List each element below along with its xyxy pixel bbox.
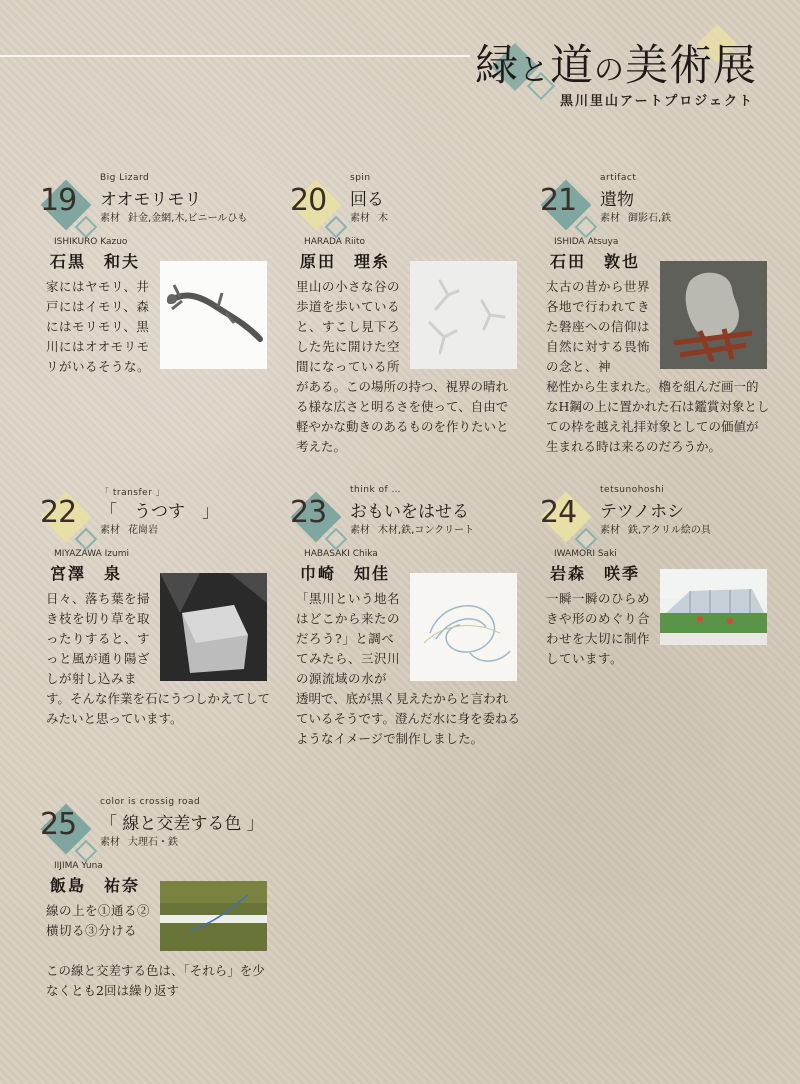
entry-materials: 素材 花崗岩 bbox=[100, 525, 158, 536]
entry-title: おもいをはせる bbox=[350, 502, 469, 522]
artist-name-en: HARADA Riito bbox=[304, 237, 366, 247]
entry-description-continued: 透明で、底が黒く見えたからと言われているそうです。澄んだ水に身を委ねるようなイメージで制作しました。 bbox=[296, 691, 521, 746]
artwork-entry-24 bbox=[540, 485, 770, 705]
artist-name: 宮澤 泉 bbox=[50, 564, 123, 583]
entry-title: 「 うつす 」 bbox=[100, 502, 219, 522]
artwork-entry-20 bbox=[290, 173, 520, 463]
entry-title-en: Big Lizard bbox=[100, 173, 150, 183]
entry-number: 23 bbox=[290, 495, 327, 530]
artist-name-en: HABASAKI Chika bbox=[304, 549, 378, 559]
number-badge bbox=[40, 183, 100, 231]
entry-description-continued: がある。この場所の持つ、視界の晴れる様な広さと明るさを使って、自由で軽やかな動きのあるものを作りたいと考えた。 bbox=[296, 379, 509, 454]
entry-description: 日々、落ち葉を掃き枝を切り草を取ったりすると、すっと風が通り陽ざしが射し込みま bbox=[46, 591, 151, 686]
entry-description-continued: この線と交差する色は、「それら」を少なくとも2回は繰り返す bbox=[46, 963, 265, 998]
entry-materials: 素材 木材,鉄,コンクリート bbox=[350, 525, 475, 536]
entry-materials: 素材 御影石,鉄 bbox=[600, 213, 672, 224]
entry-description: 「黒川という地名はどこから来たのだろう?」と調べてみたら、三沢川の源流域の水が bbox=[296, 591, 401, 686]
entry-title: 「 線と交差する色 」 bbox=[100, 814, 264, 834]
artist-name: 石田 敦也 bbox=[550, 252, 641, 271]
entry-materials: 素材 大理石・鉄 bbox=[100, 837, 178, 848]
artwork-entry-21 bbox=[540, 173, 770, 463]
artist-name: 巾崎 知佳 bbox=[300, 564, 391, 583]
number-badge bbox=[40, 807, 100, 855]
entry-number: 22 bbox=[40, 495, 77, 530]
grass-line-photo-image bbox=[160, 881, 267, 951]
entry-description: 一瞬一瞬のひらめきや形のめぐり合わせを大切に制作しています。 bbox=[546, 591, 651, 666]
diamond-outline-icon bbox=[325, 528, 348, 551]
entry-number: 19 bbox=[40, 183, 77, 218]
artwork-entry-22 bbox=[40, 485, 270, 735]
diamond-outline-icon bbox=[575, 216, 598, 239]
entry-description: 家にはヤモリ、井戸にはイモリ、森にはモリモリ、黒川にはオオモリモリがいるそうな。 bbox=[46, 279, 151, 374]
entry-materials: 素材 鉄,アクリル絵の具 bbox=[600, 525, 711, 536]
entry-title-en: spin bbox=[350, 173, 371, 183]
artist-name: 原田 理糸 bbox=[300, 252, 391, 271]
artist-name: 石黒 和夫 bbox=[50, 252, 141, 271]
diamond-outline-icon bbox=[75, 528, 98, 551]
number-badge bbox=[540, 183, 600, 231]
artist-name: 飯島 祐奈 bbox=[50, 876, 141, 895]
entry-materials: 素材 木 bbox=[350, 213, 388, 224]
entry-description: 里山の小さな谷の歩道を歩いていると、すこし見下ろした先に開けた空間になっている所 bbox=[296, 279, 401, 374]
entry-number: 20 bbox=[290, 183, 327, 218]
artwork-entry-23 bbox=[290, 485, 520, 755]
number-badge bbox=[290, 495, 350, 543]
stone-sculpture-image bbox=[660, 261, 767, 369]
wooden-sticks-image bbox=[410, 261, 517, 369]
artwork-entry-25 bbox=[40, 797, 270, 1027]
entry-description: 線の上を①通る②横切る③分ける bbox=[46, 903, 151, 938]
entry-materials: 素材 針金,金網,木,ビニールひも bbox=[100, 213, 248, 224]
entry-title-en: color is crossig road bbox=[100, 797, 201, 807]
entry-title-en: artifact bbox=[600, 173, 637, 183]
entry-description: 太古の昔から世界各地で行われてきた磐座への信仰は自然に対する畏怖の念と、神 bbox=[546, 279, 651, 374]
entry-title-en: think of … bbox=[350, 485, 402, 495]
number-badge bbox=[290, 183, 350, 231]
water-sketch-image bbox=[410, 573, 517, 681]
entry-number: 25 bbox=[40, 807, 77, 842]
number-badge bbox=[40, 495, 100, 543]
diamond-outline-icon bbox=[325, 216, 348, 239]
entry-title: オオモリモリ bbox=[100, 190, 202, 210]
entry-title: テツノホシ bbox=[600, 502, 685, 522]
entry-number: 24 bbox=[540, 495, 577, 530]
gecko-drawing-image bbox=[160, 261, 267, 369]
diamond-outline-icon bbox=[75, 840, 98, 863]
artwork-entry-19 bbox=[40, 173, 270, 413]
granite-block-image bbox=[160, 573, 267, 681]
entry-description-continued: 秘性から生まれた。櫓を組んだ画一的なH鋼の上に置かれた石は鑑賞対象としての枠を越え礼拝対象としての価値が生まれる時は来るのだろうか。 bbox=[546, 379, 770, 454]
page-subtitle: 黒川里山アートプロジェクト bbox=[560, 94, 754, 109]
artist-name-en: ISHIDA Atsuya bbox=[554, 237, 619, 247]
header-rule bbox=[0, 55, 470, 57]
entry-description-continued: す。そんな作業を石にうつしかえてしてみたいと思っています。 bbox=[46, 691, 271, 726]
page-title: 緑と道の美術展 bbox=[475, 41, 757, 91]
greenhouse-photo-image bbox=[660, 569, 767, 645]
artist-name-en: IIJIMA Yuna bbox=[54, 861, 103, 871]
diamond-outline-icon bbox=[575, 528, 598, 551]
artist-name-en: ISHIKURO Kazuo bbox=[54, 237, 128, 247]
artist-name: 岩森 咲季 bbox=[550, 564, 641, 583]
artist-name-en: MIYAZAWA Izumi bbox=[54, 549, 129, 559]
artist-name-en: IWAMORI Saki bbox=[554, 549, 617, 559]
number-badge bbox=[540, 495, 600, 543]
entry-number: 21 bbox=[540, 183, 577, 218]
entry-title-en: tetsunohoshi bbox=[600, 485, 665, 495]
entry-title-en: 「 transfer 」 bbox=[100, 488, 166, 498]
entry-title: 遺物 bbox=[600, 190, 634, 210]
diamond-outline-icon bbox=[75, 216, 98, 239]
entry-title: 回る bbox=[350, 190, 384, 210]
